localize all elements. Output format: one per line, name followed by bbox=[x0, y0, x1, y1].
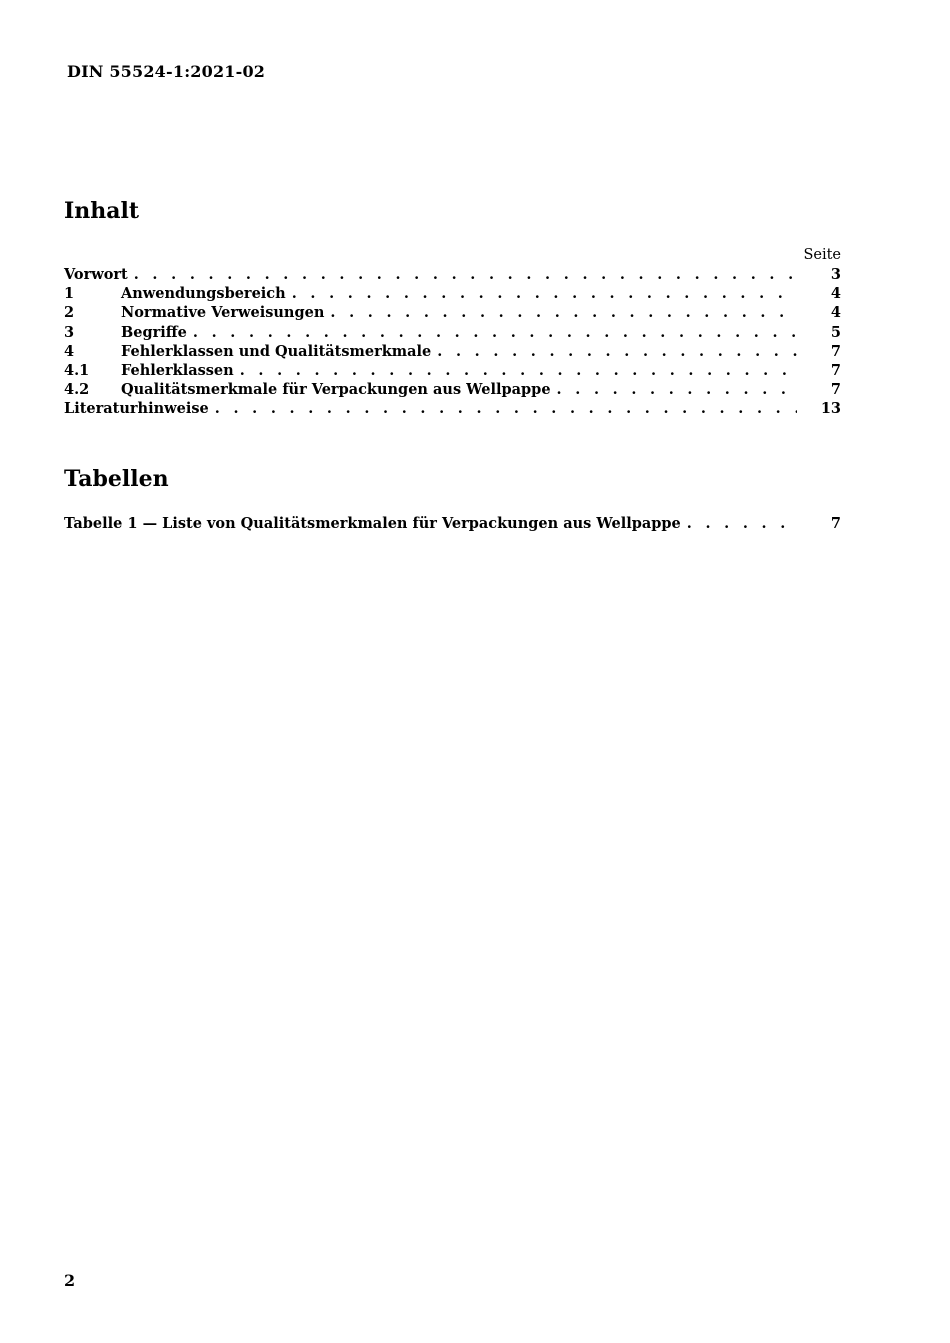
table-entry-title: Tabelle 1 — Liste von Qualitätsmerkmalen für Verpackungen aus Wellpappe bbox=[64, 515, 681, 532]
toc-entry-4-2[interactable] bbox=[64, 380, 841, 399]
toc-entry-4[interactable] bbox=[64, 342, 841, 361]
toc-entry-page: 3 bbox=[830, 266, 841, 283]
dot-leader bbox=[330, 303, 797, 322]
toc-entry-number: 2 bbox=[64, 304, 75, 322]
toc-entry-vorwort[interactable] bbox=[64, 265, 841, 284]
table-entry-1[interactable] bbox=[64, 514, 841, 533]
toc-entry-title: Vorwort bbox=[64, 266, 128, 283]
dot-leader bbox=[292, 284, 797, 303]
list-of-tables bbox=[64, 514, 841, 533]
dot-leader bbox=[240, 361, 797, 380]
dot-leader bbox=[437, 342, 797, 361]
toc-entry-page: 13 bbox=[820, 400, 841, 418]
dot-leader bbox=[193, 323, 797, 342]
toc-entry-title: Fehlerklassen bbox=[121, 361, 234, 379]
toc-entry-number: 4 bbox=[64, 342, 75, 360]
table-entry-page: 7 bbox=[830, 515, 841, 532]
toc-entry-page: 5 bbox=[830, 323, 841, 341]
dot-leader bbox=[687, 514, 797, 533]
toc-entry-title: Fehlerklassen und Qualitätsmerkmale bbox=[121, 342, 432, 360]
contents-heading: Inhalt bbox=[64, 198, 140, 224]
dot-leader bbox=[134, 265, 797, 284]
toc-entry-1[interactable] bbox=[64, 284, 841, 303]
toc-entry-literaturhinweise[interactable] bbox=[64, 399, 841, 418]
toc-entry-number: 4.2 bbox=[64, 381, 90, 399]
toc-entry-title: Normative Verweisungen bbox=[121, 304, 325, 322]
toc-entry-3[interactable] bbox=[64, 323, 841, 342]
page-column-label: Seite bbox=[803, 247, 841, 263]
toc-entry-4-1[interactable] bbox=[64, 361, 841, 380]
dot-leader bbox=[557, 380, 797, 399]
toc-entry-number: 4.1 bbox=[64, 361, 90, 379]
dot-leader bbox=[215, 399, 797, 418]
toc-entry-page: 7 bbox=[830, 342, 841, 360]
toc-entry-page: 4 bbox=[830, 304, 841, 322]
toc-entry-2[interactable] bbox=[64, 303, 841, 322]
toc-entry-title: Begriffe bbox=[121, 323, 187, 341]
toc-entry-page: 7 bbox=[830, 381, 841, 399]
toc-entry-title: Literaturhinweise bbox=[64, 400, 209, 418]
page-number: 2 bbox=[64, 1271, 76, 1290]
tables-heading: Tabellen bbox=[64, 466, 169, 492]
table-of-contents bbox=[64, 246, 841, 419]
toc-entry-number: 1 bbox=[64, 285, 75, 303]
toc-entry-title: Qualitätsmerkmale für Verpackungen aus Wellpappe bbox=[121, 381, 551, 399]
toc-entry-page: 7 bbox=[830, 361, 841, 379]
toc-entry-title: Anwendungsbereich bbox=[121, 285, 286, 303]
document-id: DIN 55524-1:2021-02 bbox=[67, 62, 266, 81]
toc-entry-number: 3 bbox=[64, 323, 75, 341]
toc-entry-page: 4 bbox=[830, 285, 841, 303]
